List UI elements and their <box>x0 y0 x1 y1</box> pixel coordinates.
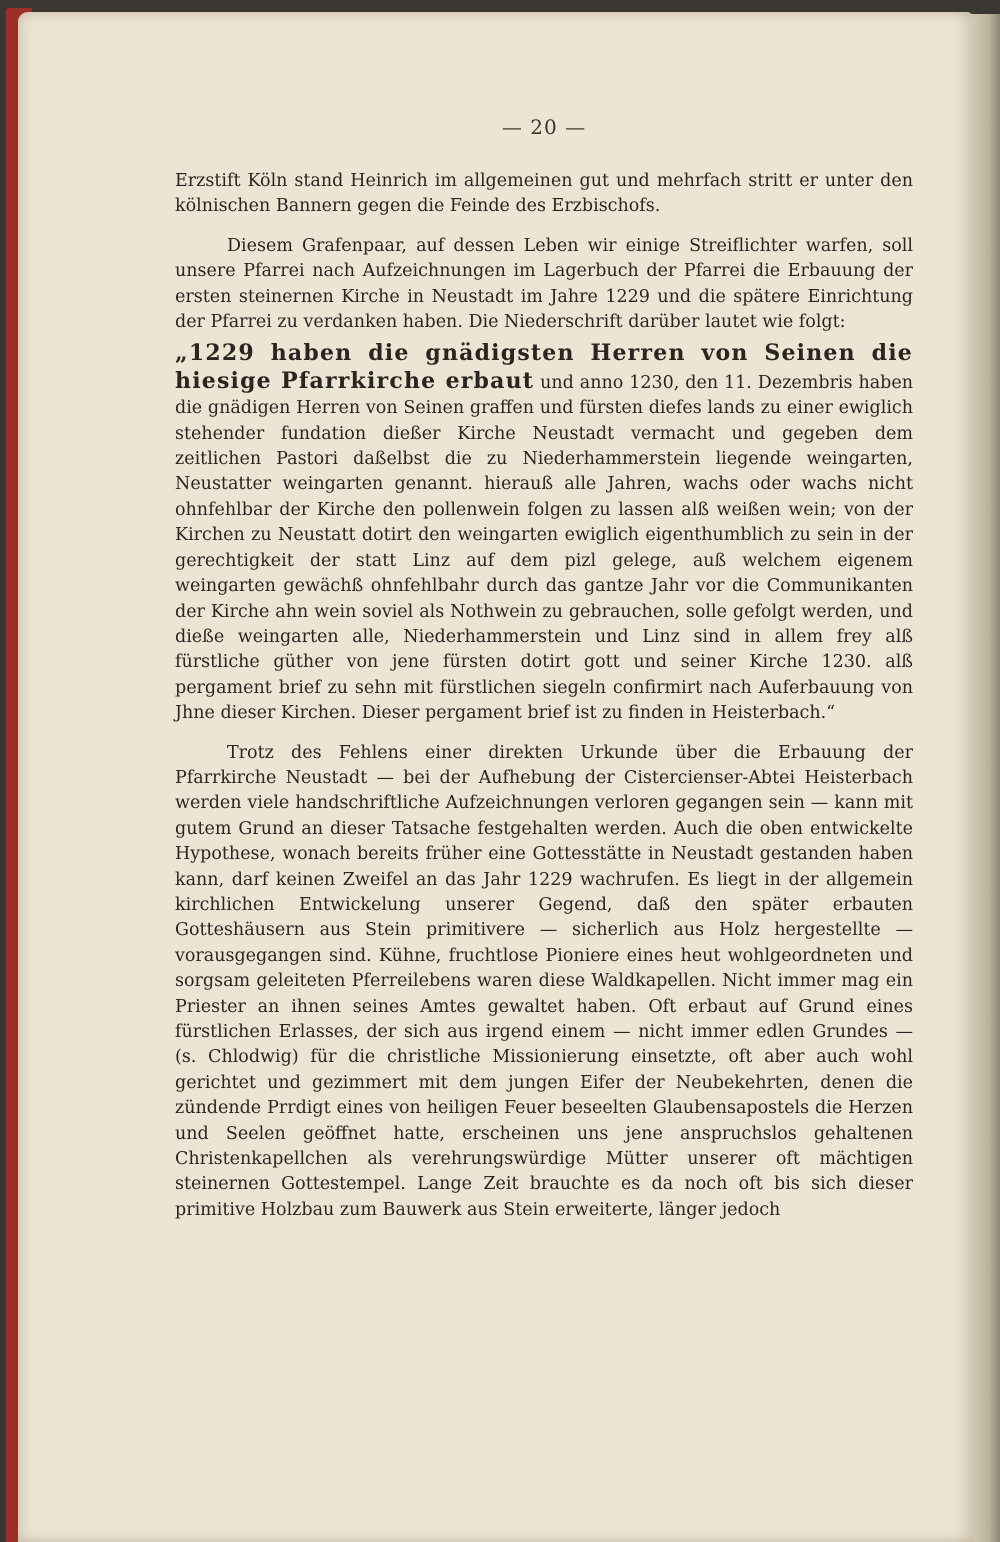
paragraph-1: Erzstift Köln stand Heinrich im allgemeinen gut und mehrfach stritt er unter den kölnischen Bannern gegen die Feinde des Erzbischofs. <box>175 171 913 217</box>
page-number: — 20 — <box>501 115 587 139</box>
quote-body: und anno 1230, den 11. Dezembris haben die gnädigen Herren von Seinen graffen und fürsten diefes lands zu einer ewiglich stehender fundation dießer Kirche Neustadt vermacht und gegeben dem zeitlichen Pastori daßelbst die zu Niederhammerstein liegende weingarten, Neustatter weingarten genannt. hierauß alle Jahren, wachs oder wachs nicht ohnfehlbar der Kirche den pollenwein folgen zu lassen alß weißen wein; von der Kirchen zu Neustatt dotirt den weingarten ewiglich eigenthumblich zu sein in der gerechtigkeit der statt Linz auf dem pizl gelege, auß welchem eigenem weingarten gewächß ohnfehlbahr durch das gantze Jahr vor die Communikanten der Kirche ahn wein soviel als Nothwein zu gebrauchen, solle gefolgt werden, und dieße weingarten alle, Niederhammerstein und Linz sind in allem frey alß fürstliche güther von jene fürsten dotirt gott und seiner Kirche 1230. alß pergament brief zu sehn mit fürstlichen siegeln confirmirt nach Auferbauung von Jhne dieser Kirchen. Dieser pergament brief ist zu finden in Heisterbach.“ <box>175 372 913 724</box>
quote-heading: „1229 haben die gnädigsten Herren von Seinen die hiesige Pfarrkirche erbaut <box>175 340 913 394</box>
paragraph-3: Trotz des Fehlens einer direkten Urkunde über die Erbauung der Pfarrkirche Neustadt — bei der Aufhebung der Cistercienser-Abtei Heisterbach werden viele handschriftliche Aufzeichnungen verloren gegangen sein — kann mit gutem Grund an dieser Tatsache festgehalten werden. Auch die oben entwickelte Hypothese, wonach bereits früher eine Gottesstätte in Neustadt gestanden haben kann, darf keinen Zweifel an das Jahr 1229 wachrufen. Es liegt in der allgemein kirchlichen Entwickelung unserer Gegend, daß den später erbauten Gotteshäusern aus Stein primitivere — sicherlich aus Holz hergestellte — vorausgegangen sind. Kühne, fruchtlose Pioniere eines heut wohlgeordneten und sorgsam geleiteten Pferreilebens waren diese Waldkapellen. Nicht immer mag ein Priester an ihnen seines Amtes gewaltet haben. Oft erbaut auf Grund eines fürstlichen Erlasses, der sich aus irgend einem — nicht immer edlen Grundes — (s. Chlodwig) für die christliche Missionierung einsetzte, oft aber auch wohl gerichtet und gezimmert mit dem jungen Eifer der Neubekehrten, denen die zündende Prrdigt eines von heiligen Feuer beseelten Glaubensapostels die Herzen und Seelen geöffnet hatte, erscheinen uns jene anspruchslos gehaltenen Christenkapellchen als verehrungswürdige Mütter unserer oft mächtigen steinernen Gottestempel. Lange Zeit brauchte es da noch oft bis sich dieser primitive Holzbau zum Bauwerk aus Stein erweiterte, länger jedoch <box>175 742 913 1220</box>
paragraph-2: Diesem Grafenpaar, auf dessen Leben wir einige Streiflichter warfen, soll unsere Pfarrei nach Aufzeichnungen im Lagerbuch der Pfarrei die Erbauung der ersten steinernen Kirche in Neustadt im Jahre 1229 und die spätere Einrichtung der Pfarrei zu verdanken haben. Die Niederschrift darüber lautet wie folgt: <box>175 235 913 333</box>
quote-block <box>175 341 913 726</box>
page-text-block <box>175 115 913 1223</box>
